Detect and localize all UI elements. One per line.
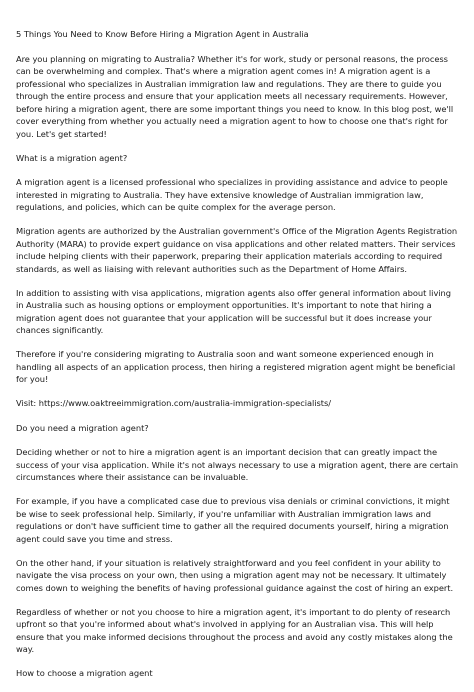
paragraph-deciding: Deciding whether or not to hire a migration agent is an important decision that can greatly impact the success of your visa application. While it's not always necessary to use a migration agent, there are certain circumstances where their assistance can be invaluable. <box>16 447 459 483</box>
section-heading-what-is: What is a migration agent? <box>16 152 128 163</box>
page-title: 5 Things You Need to Know Before Hiring a Migration Agent in Australia <box>16 29 309 39</box>
visit-link-line: Visit: https://www.oaktreeimmigration.com/australia-immigration-specialists/ <box>16 398 331 409</box>
paragraph-other-hand: On the other hand, if your situation is relatively straightforward and you feel confident in your ability to navigate the visa process on your own, then using a migration agent may not be necessary. It ultimately comes down to weighing the benefits of having professional guidance against the cost of hiring an expert. <box>16 557 454 593</box>
paragraph-mara: Migration agents are authorized by the Australian government's Office of the Migration Agents Registration Authority (MARA) to provide expert guidance on visa applications and other related matters. Their services include helping clients with their paperwork, preparing their application materials according to required standards, as well as liaising with relevant authorities such as the Department of Home Affairs. <box>16 226 458 274</box>
paragraph-regardless: Regardless of whether or not you choose to hire a migration agent, it's important to do plenty of research upfront so that you're informed about what's involved in applying for an Australian visa. This will help ensure that you make informed decisions throughout the process and avoid any costly mistakes along the way. <box>16 606 453 655</box>
paragraph-definition: A migration agent is a licensed professional who specializes in providing assistance and advice to people interested in migrating to Australia. They have extensive knowledge of Australian immigration law, regulations, and policies, which can be quite complex for the average person. <box>16 177 448 213</box>
document-body <box>16 28 460 692</box>
intro-paragraph: Are you planning on migrating to Australia? Whether it's for work, study or personal reasons, the process can be overwhelming and complex. That's where a migration agent comes in! A migration agent is a professional who specializes in Australian immigration law and regulations. They are there to guide you through the entire process and ensure that your application meets all necessary requirements. However, before hiring a migration agent, there are some important things you need to know. In this blog post, we'll cover everything from whether you actually need a migration agent to how to choose one that's right for you. Let's get started! <box>16 53 454 139</box>
paragraph-example: For example, if you have a complicated case due to previous visa denials or criminal convictions, it might be wise to seek professional help. Similarly, if you're unfamiliar with Australian immigration laws and regulations or don't have sufficient time to gather all the required documents yourself, hiring a migration agent could save you time and stress. <box>16 496 450 544</box>
paragraph-visa-assist: In addition to assisting with visa applications, migration agents also offer general information about living in Australia such as housing options or employment opportunities. It's important to note that hiring a migration agent does not guarantee that your application will be successful but it does increase your chances significantly. <box>16 287 451 336</box>
paragraph-conclusion: Therefore if you're considering migrating to Australia soon and want someone experienced enough in handling all aspects of an application process, then hiring a registered migration agent might be beneficial for you! <box>16 349 456 385</box>
section-heading-how-to-choose: How to choose a migration agent <box>16 668 153 679</box>
section-heading-do-you-need: Do you need a migration agent? <box>16 422 149 433</box>
